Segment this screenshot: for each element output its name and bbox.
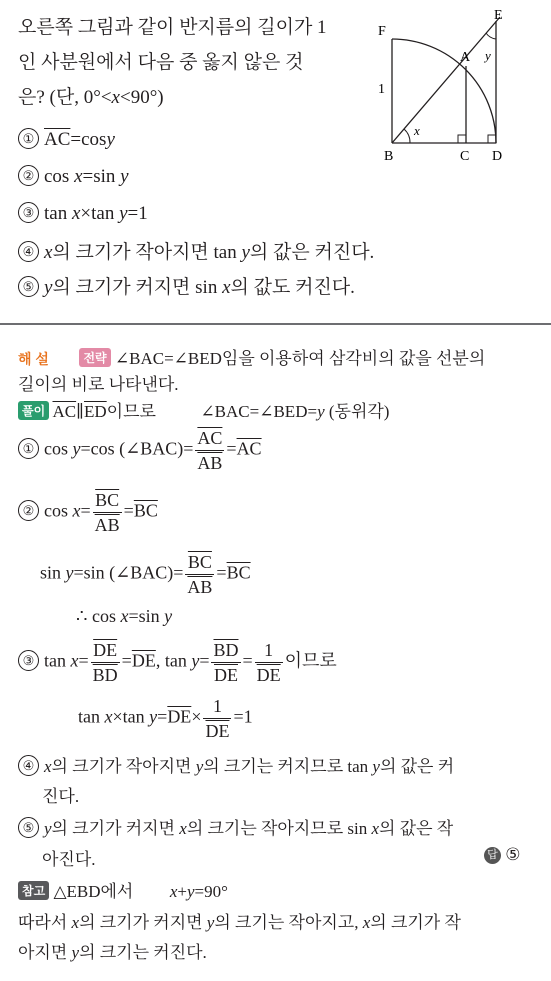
problem-line-3: 은? (단, 0°<x<90°) [18,87,164,108]
label-b: B [384,149,394,164]
section-divider [0,323,551,325]
solution-step-5-line-1: ⑤ y의 크기가 커지면 x의 크기는 작아지므로 sin x의 값은 작 [18,814,453,839]
answer: 답 ⑤ [484,845,521,865]
solution-step-4-line-2: 진다. [42,787,80,806]
label-c: C [460,149,470,164]
choice-3: ③ tan x×tan y=1 [18,202,148,225]
label-x: x [414,123,420,138]
angle-y-arc [486,33,496,39]
choice-5: ⑤ y의 크기가 커지면 sin x의 값도 커진다. [18,272,355,299]
reference-line-2: 따라서 x의 크기가 커지면 y의 크기는 작아지고, x의 크기가 작 [18,913,461,932]
quarter-arc [392,39,496,143]
pool-tag: 풀이 [18,401,49,420]
solution-step-2: ② cos x= $\frac{\overline{BC}}{AB}$ $=\overline{BC}$ [18,488,158,537]
label-y: y [485,48,491,63]
segment-be [392,17,500,143]
solution-step-1: ① cos y=cos (∠BAC)= $\frac{\overline{AC}}{AB}$ $=\overline{AC}$ [18,426,262,475]
answer-mark: 답 [484,847,501,864]
quarter-circle-figure [360,5,545,165]
label-a: A [460,50,471,65]
strategy-line-1: 해 설 전략 ∠BAC=∠BED임을 이용하여 삼각비의 값을 선분의 [18,349,486,368]
solution-step-2c: ∴ cos x=sin y [76,606,173,626]
problem-line-1: 오른쪽 그림과 같이 반지름의 길이가 1 [18,17,327,38]
right-angle-c [458,135,466,143]
solution-heading: 해 설 [18,351,49,367]
solution-step-3b: tan x×tan $y=\overline{DE}\times$ $\frac{1}{DE}$ =1 [78,696,253,741]
solution-step-2b: sin y=sin (∠BAC)= $\frac{\overline{BC}}{AB}$ $=\overline{BC}$ [40,552,251,597]
choice-1: ① $\overline{AC}=\cos y$ [18,128,115,151]
right-angle-d [488,135,496,143]
label-d: D [492,149,503,164]
choice-2: ② cos x=sin y [18,165,129,188]
reference-line-3: 아지면 y의 크기는 커진다. [18,943,207,962]
strategy-tag: 전략 [79,348,110,367]
strategy-line-2: 길이의 비로 나타낸다. [18,375,179,394]
reference-tag: 참고 [18,881,49,900]
pool-line: 풀이 $\overline{AC}\parallel\overline{ED}$이므로 ∠BAC=∠BED=y (동위각) [18,397,389,422]
solution-step-5-line-2: 아진다. [42,850,96,869]
choice-4: ④ x의 크기가 작아지면 tan y의 값은 커진다. [18,237,374,264]
solution-step-4-line-1: ④ x의 크기가 작아지면 y의 크기는 커지므로 tan y의 값은 커 [18,752,454,777]
label-f: F [378,24,386,39]
solution-step-3: ③ tan x= $\frac{\overline{DE}}{BD}$ $=\overline{DE}$, tan y= $\frac{\overline{BD}}{DE}$ = $\frac{1}{DE}$ 이므로 [18,638,337,687]
label-e: E [494,8,503,23]
reference-line-1: 참고 △EBD에서 x+y=90° [18,877,228,902]
angle-x-arc [404,129,410,143]
label-one: 1 [378,82,385,97]
problem-line-2: 인 사분원에서 다음 중 옳지 않은 것 [18,52,304,73]
